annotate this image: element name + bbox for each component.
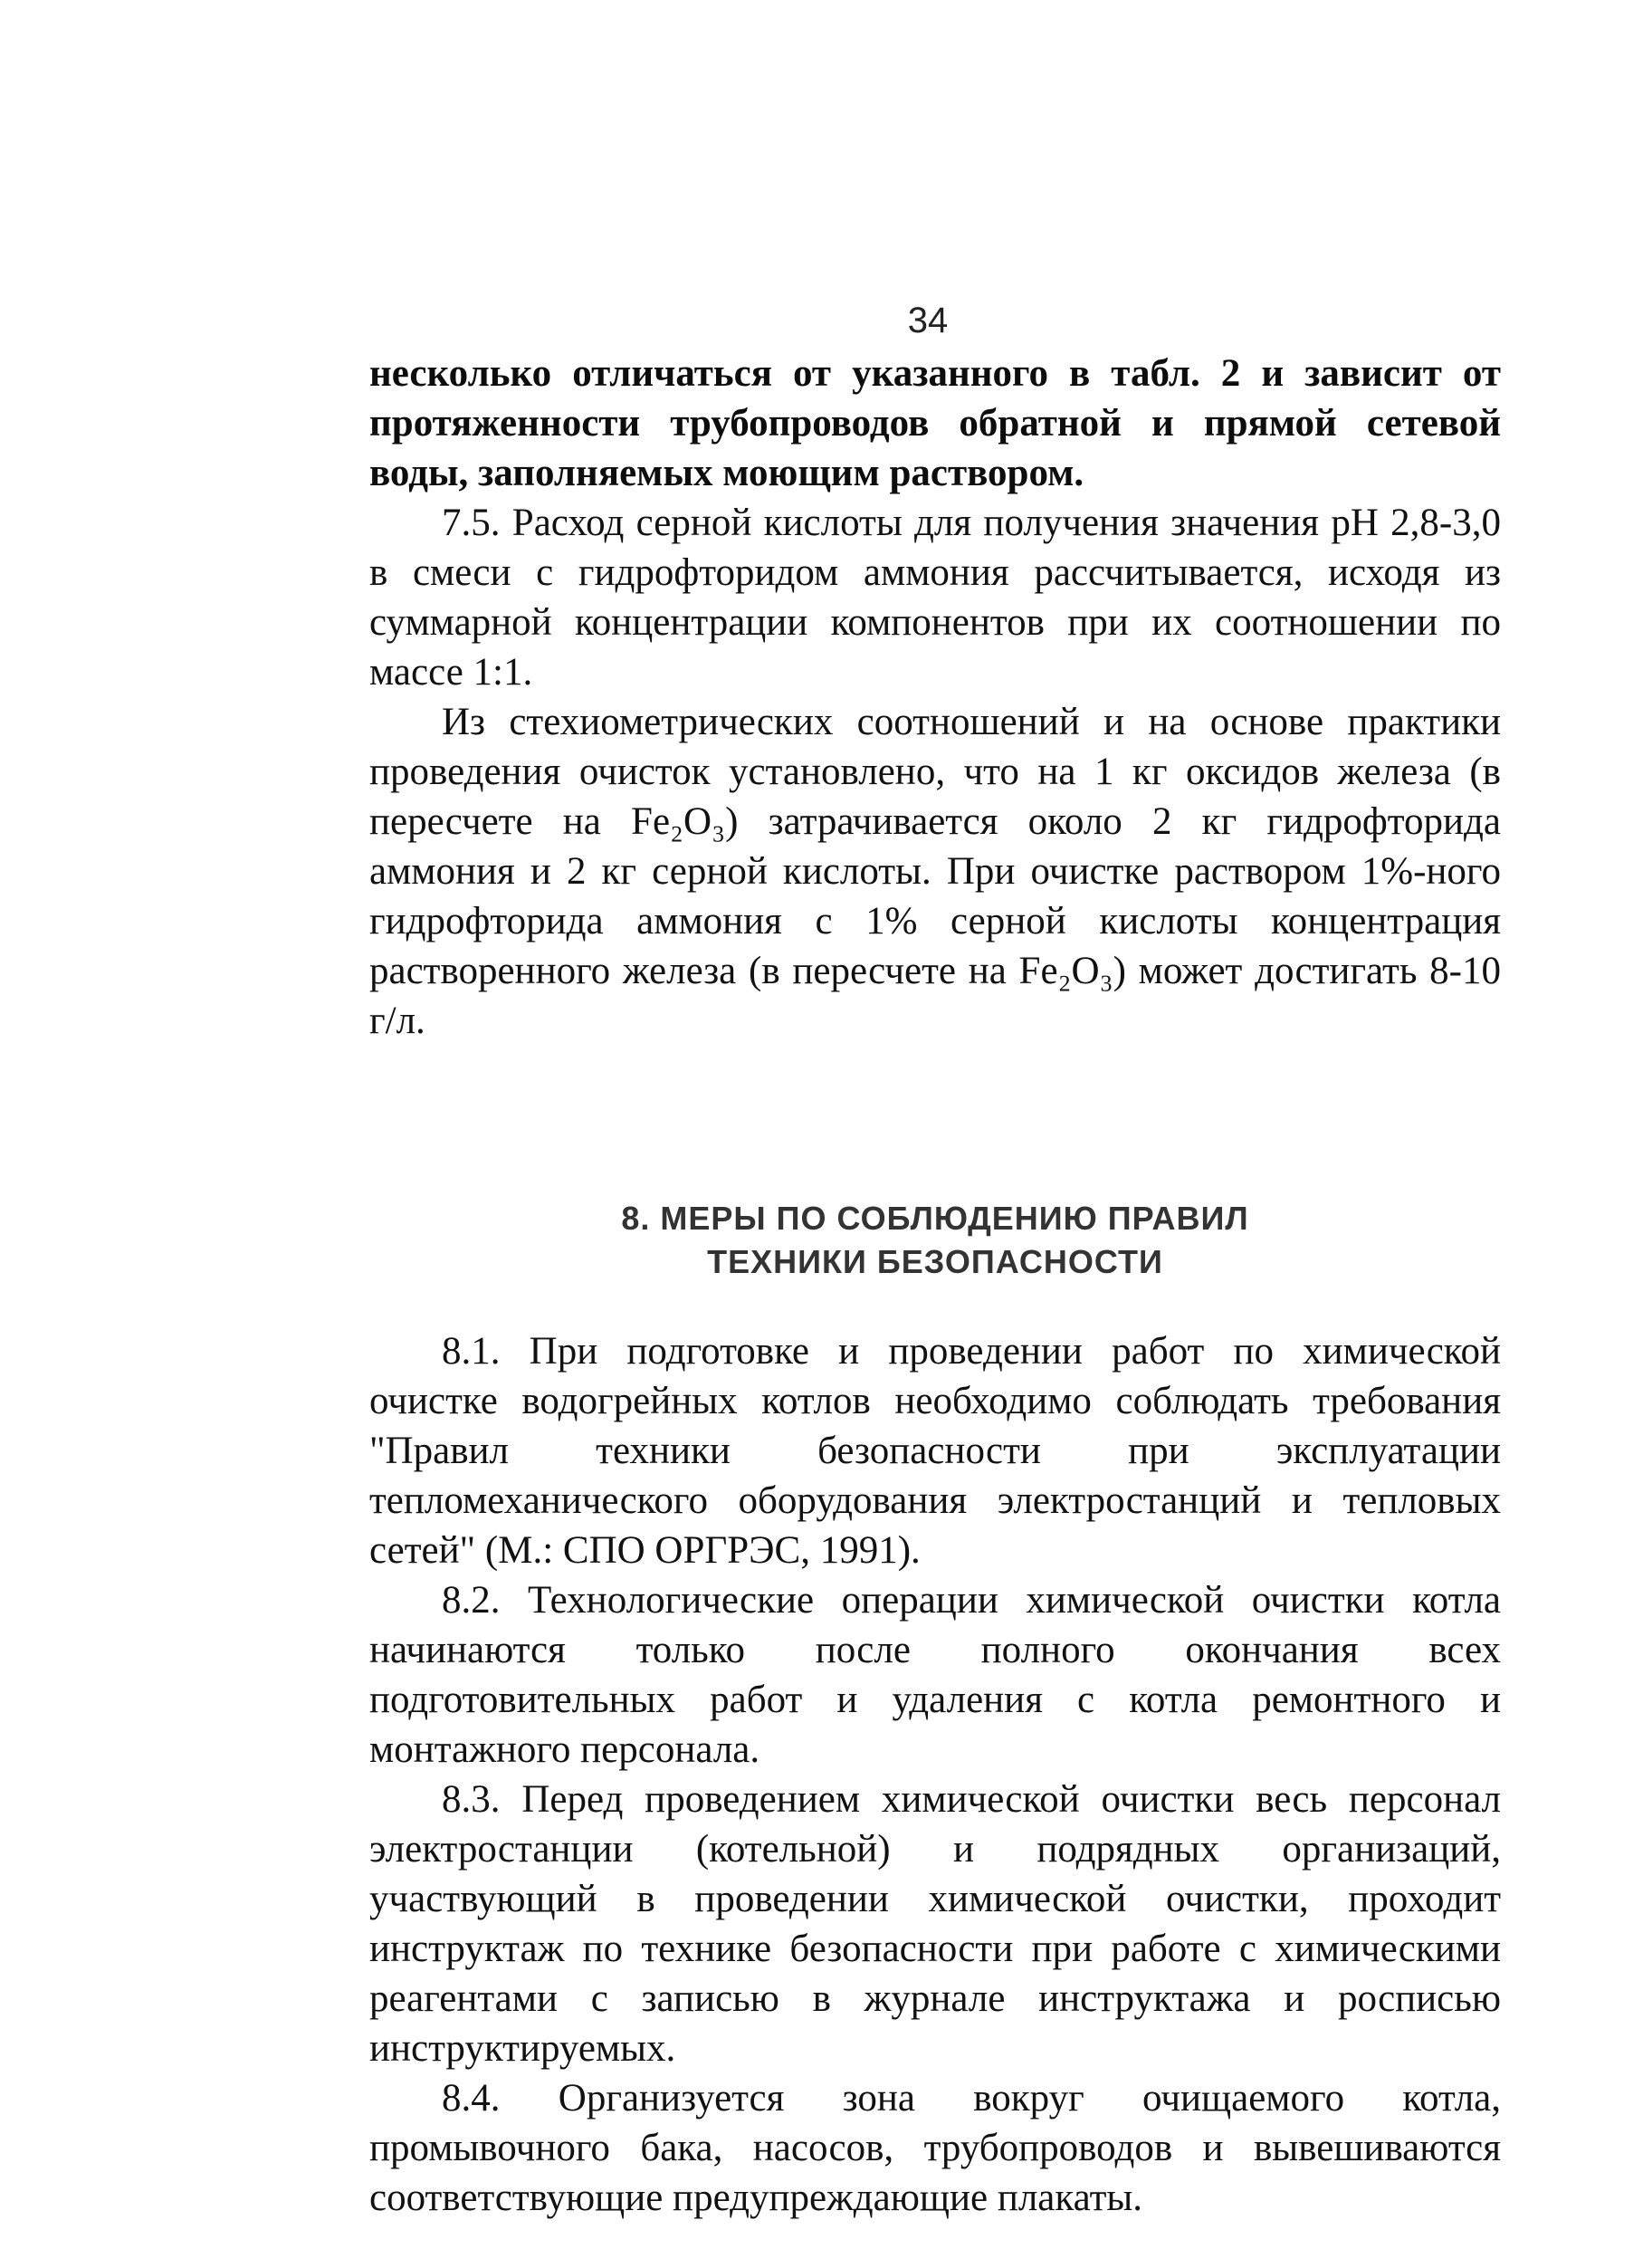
paragraph-continuation: несколько отличаться от указанного в табл. 2 и зависит от протяженности трубопроводов обратной и прямой сетевой воды, заполняемых моющим раствором. <box>369 352 1501 494</box>
section-heading <box>369 1197 1501 1284</box>
paragraph-stoichiometry: Из стехиометрических соотношений и на основе практики проведения очисток установлено, что на 1 кг оксидов железа (в пересчете на Fe₂O₃) затрачивается около 2 кг гидрофторида аммония и 2 кг серной кислоты. При очистке раствором 1%-ного гидрофторида аммония с 1% серной кислоты концентрация растворенного железа (в пересчете на Fe₂O₃) может достигать 8-10 г/л. <box>369 701 1501 1042</box>
section-heading-line-2: ТЕХНИКИ БЕЗОПАСНОСТИ <box>707 1243 1163 1280</box>
paragraph-8-3: 8.3. Перед проведением химической очистки весь персонал электростанции (котельной) и подрядных организаций, участвующий в проведении химической очистки, проходит инструктаж по технике безопасности при работе с химическими реагентами с записью в журнале инструктажа и росписью инструктируемых. <box>369 1778 1501 2070</box>
section-heading-line-1: 8. МЕРЫ ПО СОБЛЮДЕНИЮ ПРАВИЛ <box>621 1200 1249 1237</box>
paragraph-7-5: 7.5. Расход серной кислоты для получения значения pH 2,8-3,0 в смеси с гидрофторидом аммония рассчитывается, исходя из суммарной концентрации компонентов при их соотношении по массе 1:1. <box>369 502 1501 694</box>
paragraph-8-2: 8.2. Технологические операции химической очистки котла начинаются только после полного окончания всех подготовительных работ и удаления с котла ремонтного и монтажного персонала. <box>369 1579 1501 1771</box>
section-text-block <box>369 1326 1501 2223</box>
paragraph-8-4: 8.4. Организуется зона вокруг очищаемого котла, промывочного бака, насосов, трубопроводов и вывешиваются соответствующие предупреждающие плакаты. <box>369 2077 1501 2219</box>
page-number: 34 <box>907 301 949 340</box>
top-text-block <box>369 349 1501 1046</box>
paragraph-8-1: 8.1. При подготовке и проведении работ по химической очистке водогрейных котлов необходимо соблюдать требования "Правил техники безопасности при эксплуатации тепломеханического оборудования электростанций и тепловых сетей" (М.: СПО ОРГРЭС, 1991). <box>369 1330 1501 1572</box>
